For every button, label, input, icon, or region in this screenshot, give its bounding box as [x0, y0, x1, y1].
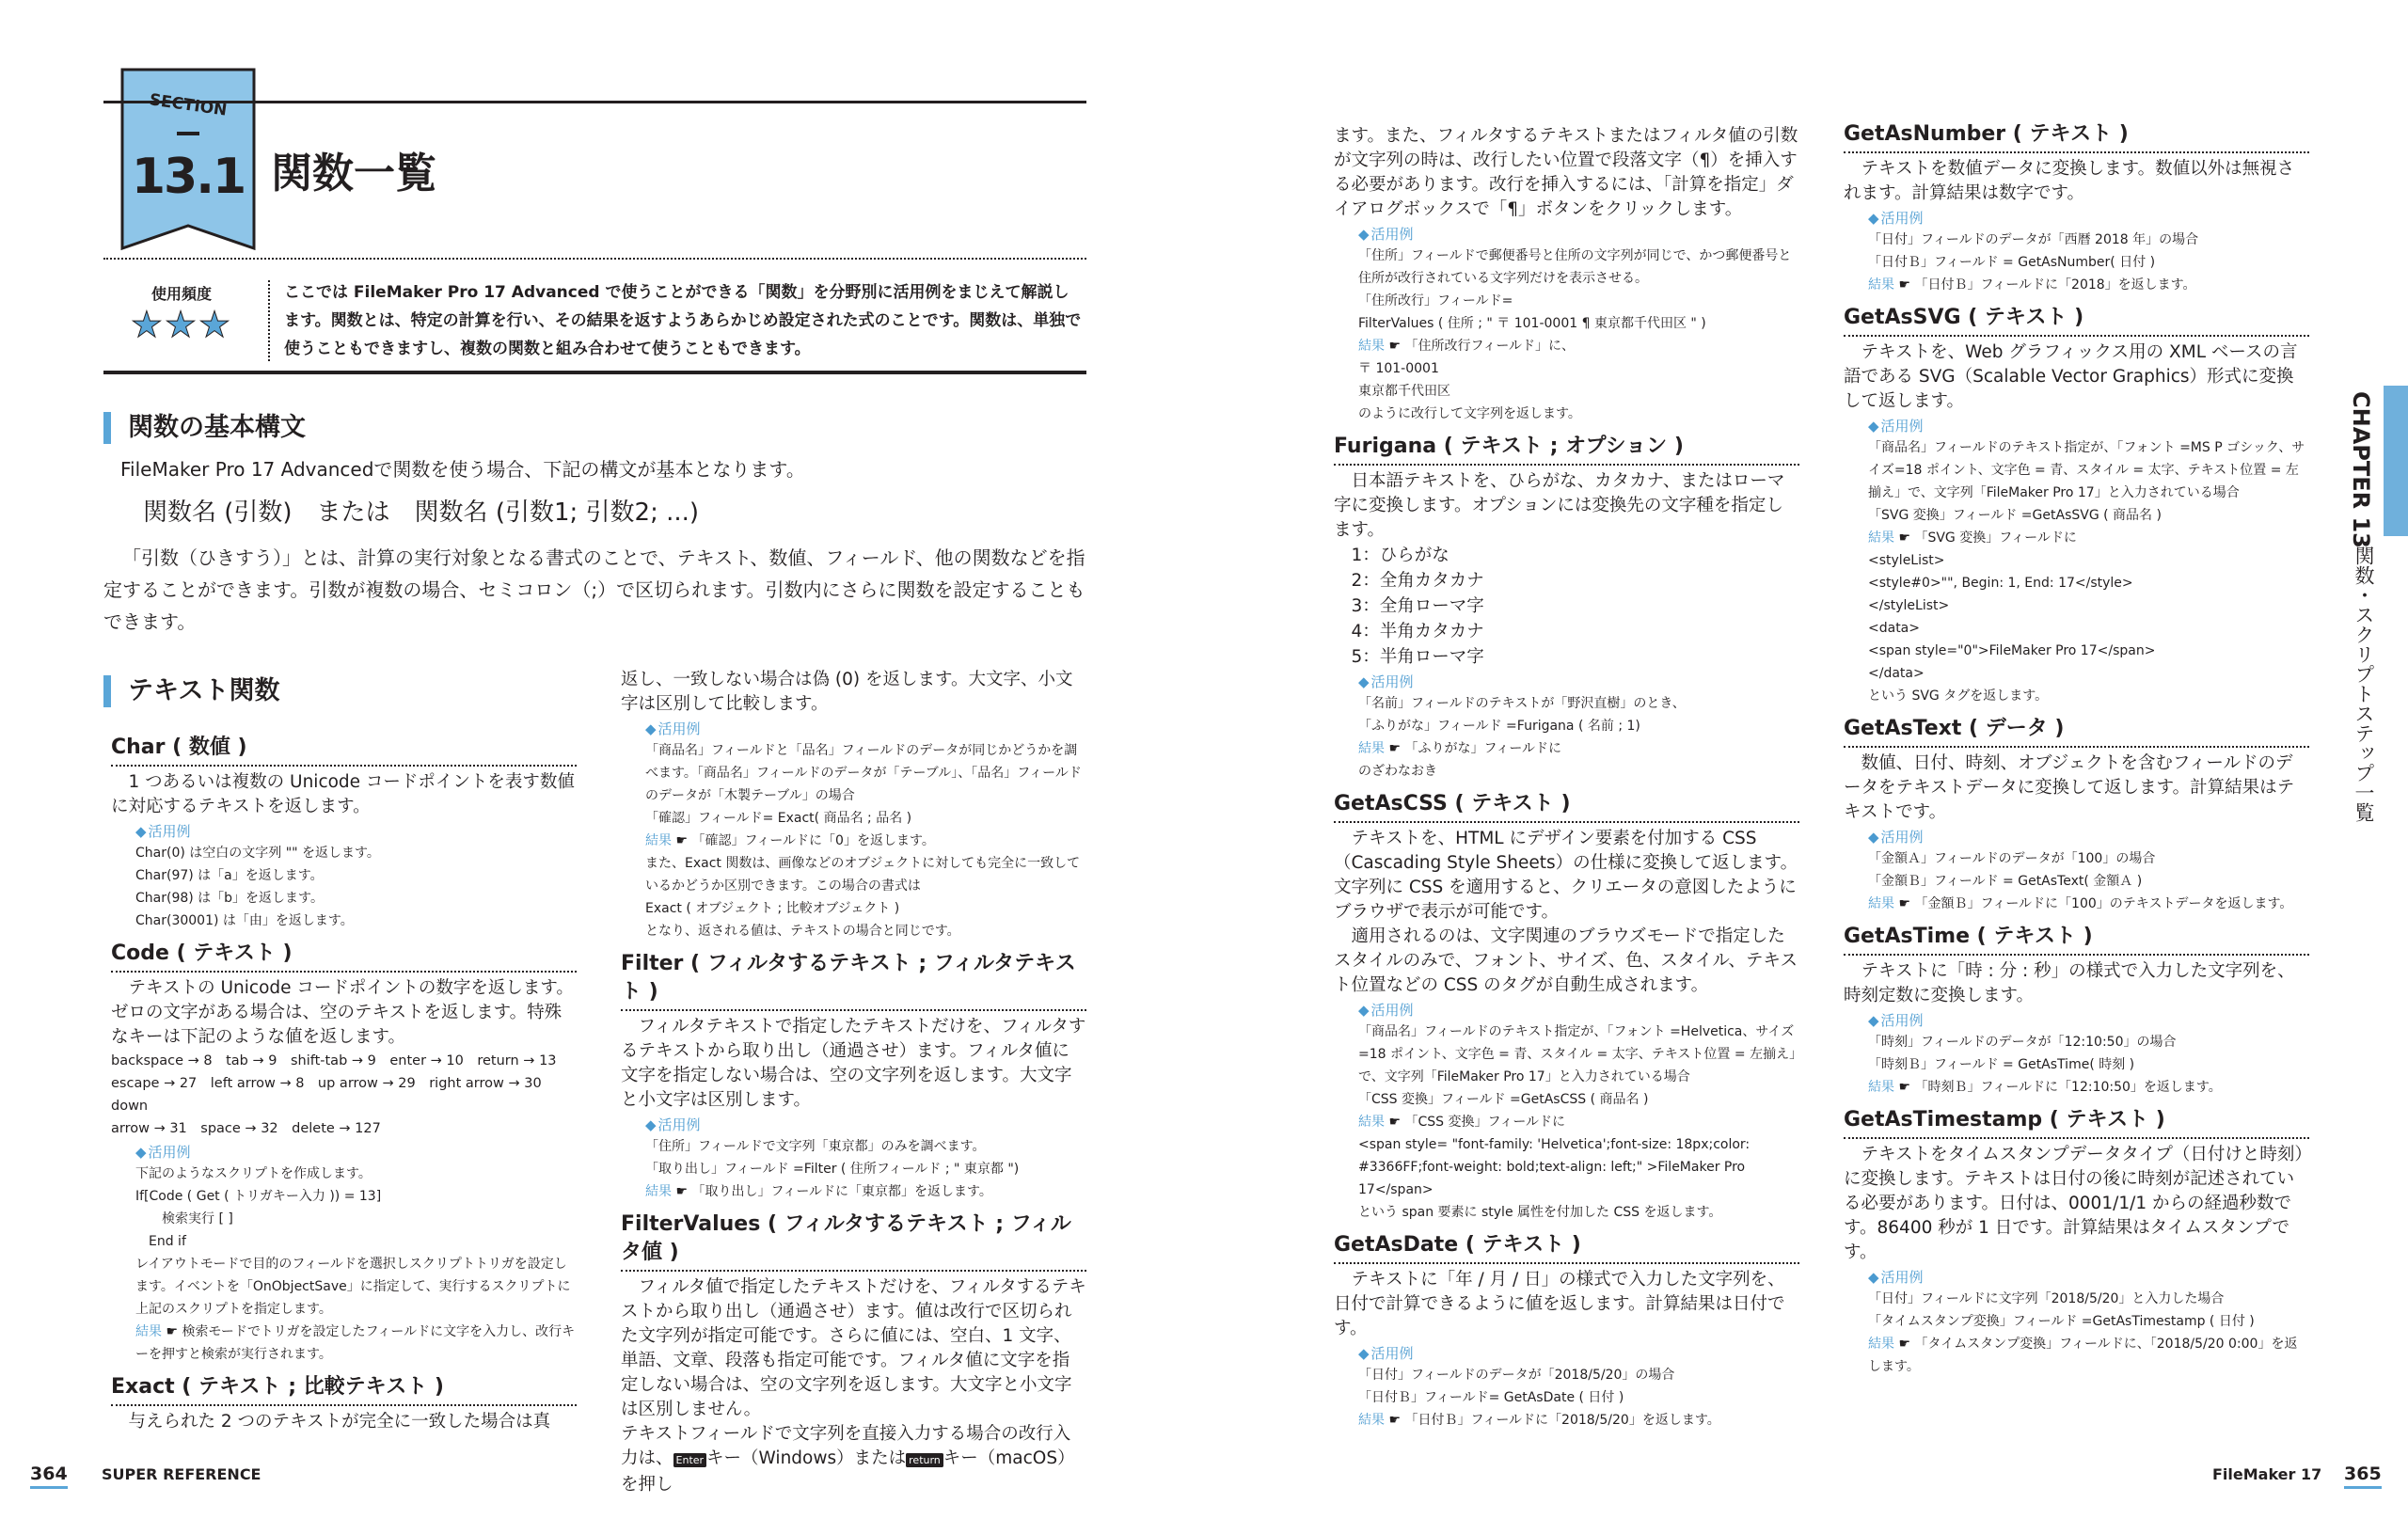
getassvg-line: 「SVG 変換」フィールド =GetAsSVG ( 商品名 ): [1868, 508, 2162, 523]
getasnumber-desc: テキストを数値データに変換します。数値以外は無視されます。計算結果は数字です。: [1844, 159, 2295, 203]
filtervalues-desc2-a: テキストフィールドで文字列を直接入力する場合の改行入力は、: [621, 1424, 1071, 1468]
footer-left-title: SUPER REFERENCE: [102, 1465, 261, 1483]
left-col-1: [111, 726, 577, 1434]
getasdate-example: 「日付」フィールドのデータが「2018/5/20」の場合 「日付Ｂ」フィールド= GetAsDate ( 日付 ) 結果 ☛ 「日付Ｂ」フィールドに「2018/5/20」を返します。: [1358, 1364, 1799, 1432]
filter-example: 「住所」フィールドで文字列「東京都」のみを調べます。 「取り出し」フィールド =Filter ( 住所フィールド ; " 東京都 ") 結果 ☛ 「取り出し」フィールドに「東京都」を返します。: [645, 1135, 1086, 1203]
exact-result-label: 結果: [645, 833, 672, 848]
section-badge-label: SECTION: [148, 90, 229, 120]
exact-desc: 与えられた 2 つのテキストが完全に一致した場合は真: [128, 1412, 551, 1432]
chapter-title: 関数・スクリプトステップ一覧: [2353, 546, 2375, 822]
filtervalues-desc2-cont: ます。また、フィルタするテキストまたはフィルタ値の引数が文字列の時は、改行したい位置で段落文字（¶）を挿入する必要があります。改行を挿入するには、「計算を指定」ダイアログボックスで「¶」ボタンをクリックします。: [1334, 126, 1798, 219]
exact-after: となり、返される値は、テキストの場合と同じです。: [645, 924, 960, 939]
getascss-line: 「商品名」フィールドのテキスト指定が、「フォント =Helvetica、サイズ=18 ポイント、文字色 = 青、スタイル = 太字、テキスト位置 = 左揃え」で、文字列「FileMaker Pro 17」と入力されている場合: [1358, 1024, 1797, 1084]
getassvg-after: <span style="0">FileMaker Pro 17</span>: [1868, 643, 2156, 658]
usage-frequency-stars: ★★★: [130, 304, 233, 345]
code-desc: テキストの Unicode コードポイントの数字を返します。ゼロの文字がある場合は、空のテキストを返します。特殊なキーは下記のような値を返します。: [111, 978, 574, 1047]
furigana-result-label: 結果: [1358, 741, 1385, 756]
getascss-after: という span 要素に style 属性を付加した CSS を返します。: [1358, 1205, 1722, 1220]
code-line: レイアウトモードで目的のフィールドを選択しスクリプトトリガを設定します。イベントを「OnObjectSave」に指定して、実行するスクリプトに上記のスクリプトを指定します。: [135, 1257, 571, 1317]
exact-example: 「商品名」フィールドと「品名」フィールドのデータが同じかどうかを調べます。「商品名」フィールドのデータが「テーブル」、「品名」フィールドのデータが「木製テーブル」の場合 「確認」フィールド= Exact( 商品名 ; 品名 ) 結果 ☛ 「確認」フィールドに「0」を返します。 また、Exact 関数は、画像などのオブジェクトに対しても完全に一致しているかどうか区別できます。この場合の書式は Exact ( オブジェクト ; 比較オブジェクト ) となり、返される値は、テキストの場合と同じです。: [645, 739, 1086, 942]
furigana-example: 「名前」フィールドのテキストが「野沢直樹」のとき、 「ふりがな」フィールド =Furigana ( 名前 ; 1) 結果 ☛ 「ふりがな」フィールドに のざわなおき: [1358, 692, 1799, 783]
getastext-desc: 数値、日付、時刻、オブジェクトを含むフィールドのデータをテキストデータに変換して返します。計算結果はテキストです。: [1844, 753, 2295, 822]
filtervalues-line: 「住所」フィールドで郵便番号と住所の文字列が同じで、かつ郵便番号と住所が改行されている文字列だけを表示させる。: [1358, 248, 1792, 286]
getastime-line: 「時刻」フィールドのデータが「12:10:50」の場合: [1868, 1035, 2177, 1050]
filtervalues-after: のように改行して文字列を返します。: [1358, 406, 1581, 421]
enter-key-icon: Enter: [673, 1453, 707, 1467]
getastimestamp-result: 「タイムスタンプ変換」フィールドに、「2018/5/20 0:00」を返します。: [1868, 1337, 2298, 1374]
furigana-title: Furigana ( テキスト ; オプション ): [1334, 433, 1799, 466]
code-keys-1: backspace → 8 tab → 9 shift-tab → 9 enter → 10 return → 13: [111, 1053, 557, 1068]
getastext-line: 「金額Ａ」フィールドのデータが「100」の場合: [1868, 851, 2156, 866]
filtervalues-example-label: ◆ 活用例: [1358, 224, 1799, 245]
text-function-heading: テキスト関数: [103, 675, 279, 707]
getasnumber-result: 「日付Ｂ」フィールドに「2018」を返します。: [1914, 277, 2196, 293]
getascss-desc: テキストを、HTML にデザイン要素を付加する CSS（Cascading Style Sheets）の仕様に変換して返します。文字列に CSS を適用すると、クリエータの意図したようにブラウザで表示が可能です。: [1334, 829, 1798, 922]
getastext-result: 「金額Ｂ」フィールドに「100」のテキストデータを返します。: [1914, 896, 2293, 911]
getascss-result: 「CSS 変換」フィールドに: [1404, 1115, 1566, 1130]
getastimestamp-example-label: ◆ 活用例: [1868, 1267, 2309, 1288]
code-keys-3: arrow → 31 space → 32 delete → 127: [111, 1121, 381, 1136]
getascss-result-label: 結果: [1358, 1115, 1385, 1130]
getascss-title: GetAsCSS ( テキスト ): [1334, 790, 1799, 823]
exact-desc-cont: 返し、一致しない場合は偽 (0) を返します。大文字、小文字は区別して比較します。: [621, 670, 1073, 714]
furigana-after: のざわなおき: [1358, 764, 1437, 779]
filter-result-label: 結果: [645, 1184, 672, 1199]
section-number: 13.1: [131, 149, 246, 205]
filtervalues-result-label: 結果: [1358, 339, 1385, 354]
furigana-result: 「ふりがな」フィールドに: [1404, 741, 1562, 756]
getastimestamp-line: 「日付」フィールドに文字列「2018/5/20」と入力した場合: [1868, 1291, 2225, 1306]
code-line: 検索実行 [ ]: [135, 1211, 233, 1226]
filtervalues-line: 「住所改行」フィールド=: [1358, 293, 1513, 309]
code-title: Code ( テキスト ): [111, 940, 577, 973]
code-example: 下記のようなスクリプトを作成します。 If[Code ( Get ( トリガキー入力 )) = 13] 検索実行 [ ] End if レイアウトモードで目的のフィールドを選択しスクリプトトリガを設定します。イベントを「OnObjectSave」に指定して、実行するスクリプトに上記のスクリプトを指定します。 結果 ☛ 検索モードでトリガを設定したフィールドに文字を入力し、改行キーを押すと検索が実行されます。: [135, 1163, 577, 1366]
getastime-line: 「時刻Ｂ」フィールド = GetAsTime( 時刻 ): [1868, 1057, 2135, 1072]
getassvg-example: 「商品名」フィールドのテキスト指定が、「フォント =MS P ゴシック、サイズ=18 ポイント、文字色 = 青、スタイル = 太字、テキスト位置 = 左揃え」で、文字列「FileMaker Pro 17」と入力されている場合 「SVG 変換」フィールド =GetAsSVG ( 商品名 ) 結果 ☛ 「SVG 変換」フィールドに <styleList> <style#0>"", Begin: 1, End: 17</style> </styleList> <data> <span style="0">FileMaker Pro 17</span> </data> という SVG タグを返します。: [1868, 436, 2309, 707]
left-col-2: [621, 668, 1086, 1497]
char-desc: 1 つあるいは複数の Unicode コードポイントを表す数値に対応するテキストを返します。: [111, 772, 575, 816]
exact-example-label: ◆ 活用例: [645, 719, 1086, 739]
section-top-rule: [103, 101, 1086, 103]
furigana-option: 1：ひらがな: [1351, 546, 1450, 565]
getastime-result: 「時刻Ｂ」フィールドに「12:10:50」を返します。: [1914, 1080, 2222, 1095]
getassvg-after: <style#0>"", Begin: 1, End: 17</style>: [1868, 576, 2133, 591]
basic-p1: FileMaker Pro 17 Advancedで関数を使う場合、下記の構文が基本となります。: [120, 458, 805, 481]
getassvg-desc: テキストを、Web グラフィックス用の XML ベースの言語である SVG（Scalable Vector Graphics）形式に変換して返します。: [1844, 342, 2298, 411]
code-line: If[Code ( Get ( トリガキー入力 )) = 13]: [135, 1189, 382, 1204]
filtervalues-line: FilterValues ( 住所 ; " 〒 101-0001 ¶ 東京都千代田区 " ): [1358, 316, 1706, 331]
char-line: Char(30001) は「由」を返します。: [135, 913, 354, 928]
code-example-label: ◆ 活用例: [135, 1142, 577, 1163]
getastext-result-label: 結果: [1868, 896, 1894, 911]
chapter-tab: [2384, 386, 2408, 536]
getastime-example-label: ◆ 活用例: [1868, 1010, 2309, 1031]
furigana-option: 2：全角カタカナ: [1351, 571, 1484, 591]
section-title: 関数一覧: [271, 150, 436, 198]
getassvg-after: <data>: [1868, 621, 1920, 636]
right-col-2: [1844, 120, 2309, 1378]
getastimestamp-example: 「日付」フィールドに文字列「2018/5/20」と入力した場合 「タイムスタンプ変換」フィールド =GetAsTimestamp ( 日付 ) 結果 ☛ 「タイムスタンプ変換」フィールドに、「2018/5/20 0:00」を返します。: [1868, 1288, 2309, 1378]
getasdate-result-label: 結果: [1358, 1413, 1385, 1428]
filter-desc: フィルタテキストで指定したテキストだけを、フィルタするテキストから取り出し（通過させ）ます。フィルタ値に文字を指定しない場合は、空の文字列を返します。大文字と小文字は区別します。: [621, 1017, 1086, 1110]
basic-syntax: 関数名 (引数) または 関数名 (引数1; 引数2; ...): [143, 498, 700, 527]
filter-example-label: ◆ 活用例: [645, 1115, 1086, 1135]
furigana-desc: 日本語テキストを、ひらがな、カタカナ、またはローマ字に変換します。オプションには変換先の文字種を指定します。: [1334, 471, 1785, 540]
getascss-desc2: 適用されるのは、文字関連のブラウズモードで指定したスタイルのみで、フォント、サイズ、色、スタイル、テキスト位置などの CSS のタグが自動生成されます。: [1334, 926, 1798, 995]
getassvg-after: </data>: [1868, 666, 1925, 681]
code-line: End if: [135, 1234, 186, 1249]
furigana-option: 5：半角ローマ字: [1351, 647, 1484, 667]
filter-result: 「取り出し」フィールドに「東京都」を返します。: [691, 1184, 992, 1199]
filtervalues-after: 〒 101-0001: [1358, 361, 1439, 376]
getasdate-desc: テキストに「年 / 月 / 日」の様式で入力した文字列を、日付で計算できるように値を返します。計算結果は日付です。: [1334, 1270, 1785, 1338]
section-dotted-rule: [103, 258, 1086, 260]
getasdate-title: GetAsDate ( テキスト ): [1334, 1231, 1799, 1264]
getasnumber-result-label: 結果: [1868, 277, 1894, 293]
getastext-title: GetAsText ( データ ): [1844, 715, 2309, 748]
furigana-option: 3：全角ローマ字: [1351, 596, 1484, 616]
getascss-example-label: ◆ 活用例: [1358, 1000, 1799, 1021]
code-keys-2: escape → 27 left arrow → 8 up arrow → 29 right arrow → 30 down: [111, 1076, 556, 1114]
char-example-label: ◆ 活用例: [135, 821, 577, 842]
getasnumber-line: 「日付」フィールドのデータが「西暦 2018 年」の場合: [1868, 232, 2199, 247]
getassvg-result-label: 結果: [1868, 530, 1894, 546]
code-result: 検索モードでトリガを設定したフィールドに文字を入力し、改行キーを押すと検索が実行されます。: [135, 1324, 576, 1362]
furigana-line: 「名前」フィールドのテキストが「野沢直樹」のとき、: [1358, 696, 1686, 711]
getastext-example-label: ◆ 活用例: [1868, 827, 2309, 847]
intro-divider: [268, 280, 270, 361]
getasdate-example-label: ◆ 活用例: [1358, 1343, 1799, 1364]
getastimestamp-desc: テキストをタイムスタンプデータタイプ（日付けと時刻）に変換します。テキストは日付の後に時刻が記述されている必要があります。日付は、0001/1/1 からの経過秒数です。86400 秒が 1 日です。計算結果はタイムスタンプです。: [1844, 1145, 2304, 1262]
getastext-line: 「金額Ｂ」フィールド = GetAsText( 金額Ａ ): [1868, 874, 2143, 889]
usage-frequency: [111, 282, 252, 345]
filtervalues-desc: フィルタ値で指定したテキストだけを、フィルタするテキストから取り出し（通過させ）ます。値は改行で区切られた文字列が指定可能です。さらに値には、空白、1 文字、単語、文章、段落も指定可能です。フィルタ値に文字を指定しない場合は、空の文字列を返します。大文字と小文字は区別しません。: [621, 1277, 1086, 1419]
getasdate-line: 「日付Ｂ」フィールド= GetAsDate ( 日付 ): [1358, 1390, 1624, 1405]
getasnumber-example: 「日付」フィールドのデータが「西暦 2018 年」の場合 「日付Ｂ」フィールド = GetAsNumber( 日付 ) 結果 ☛ 「日付Ｂ」フィールドに「2018」を返します。: [1868, 229, 2309, 296]
furigana-example-label: ◆ 活用例: [1358, 672, 1799, 692]
furigana-line: 「ふりがな」フィールド =Furigana ( 名前 ; 1): [1358, 719, 1640, 734]
getassvg-after: </styleList>: [1868, 598, 1950, 613]
getascss-line: 「CSS 変換」フィールド =GetAsCSS ( 商品名 ): [1358, 1092, 1649, 1107]
getasdate-result: 「日付Ｂ」フィールドに「2018/5/20」を返します。: [1404, 1413, 1720, 1428]
return-key-icon: return: [906, 1453, 943, 1467]
getastext-example: 「金額Ａ」フィールドのデータが「100」の場合 「金額Ｂ」フィールド = GetAsText( 金額Ａ ) 結果 ☛ 「金額Ｂ」フィールドに「100」のテキストデータを返します。: [1868, 847, 2309, 915]
code-line: 下記のようなスクリプトを作成します。: [135, 1166, 372, 1181]
getasnumber-title: GetAsNumber ( テキスト ): [1844, 120, 2309, 153]
char-line: Char(98) は「b」を返します。: [135, 891, 324, 906]
getastimestamp-line: 「タイムスタンプ変換」フィールド =GetAsTimestamp ( 日付 ): [1868, 1314, 2255, 1329]
filtervalues-desc2-b: キー（Windows）または: [706, 1448, 907, 1468]
filter-line: 「取り出し」フィールド =Filter ( 住所フィールド ; " 東京都 "): [645, 1162, 1020, 1177]
filtervalues-desc2: [621, 1422, 1086, 1497]
getassvg-after: <styleList>: [1868, 553, 1945, 568]
filtervalues-result: 「住所改行フィールド」に、: [1404, 339, 1576, 354]
exact-title: Exact ( テキスト ; 比較テキスト ): [111, 1373, 577, 1406]
getastime-example: 「時刻」フィールドのデータが「12:10:50」の場合 「時刻Ｂ」フィールド = GetAsTime( 時刻 ) 結果 ☛ 「時刻Ｂ」フィールドに「12:10:50」を返します。: [1868, 1031, 2309, 1099]
exact-line: 「確認」フィールド= Exact( 商品名 ; 品名 ): [645, 811, 912, 826]
chapter-label: CHAPTER 13: [2348, 391, 2374, 548]
getastime-result-label: 結果: [1868, 1080, 1894, 1095]
basic-heading: 関数の基本構文: [103, 412, 306, 444]
char-line: Char(0) は空白の文字列 "" を返します。: [135, 846, 380, 861]
getassvg-line: 「商品名」フィールドのテキスト指定が、「フォント =MS P ゴシック、サイズ=18 ポイント、文字色 = 青、スタイル = 太字、テキスト位置 = 左揃え」で、文字列「FileMaker Pro 17」と入力されている場合: [1868, 440, 2305, 500]
exact-result: 「確認」フィールドに「0」を返します。: [691, 833, 935, 848]
filtervalues-desc2-c-start: キー（macOS）を押し: [621, 1448, 1075, 1495]
getassvg-example-label: ◆ 活用例: [1868, 416, 2309, 436]
footer-right-page: 365: [2344, 1464, 2382, 1489]
filter-line: 「住所」フィールドで文字列「東京都」のみを調べます。: [645, 1139, 986, 1154]
code-result-label: 結果: [135, 1324, 162, 1339]
getascss-after: <span style= "font-family: 'Helvetica';font-size: 18px;color: #3366FF;font-weight: bold;text-align: left;" >FileMaker Pro 17</span>: [1358, 1137, 1754, 1197]
basic-p2: 「引数（ひきすう）」とは、計算の実行対象となる書式のことで、テキスト、数値、フィールド、他の関数などを指定することができます。引数が複数の場合、セミコロン（;）で区切られます。引数内にさらに関数を設定することもできます。: [103, 546, 1085, 633]
getastimestamp-title: GetAsTimestamp ( テキスト ): [1844, 1106, 2309, 1139]
getasdate-line: 「日付」フィールドのデータが「2018/5/20」の場合: [1358, 1368, 1675, 1383]
getassvg-title: GetAsSVG ( テキスト ): [1844, 304, 2309, 337]
getassvg-after: という SVG タグを返します。: [1868, 688, 2049, 704]
exact-line: 「商品名」フィールドと「品名」フィールドのデータが同じかどうかを調べます。「商品名」フィールドのデータが「テーブル」、「品名」フィールドのデータが「木製テーブル」の場合: [645, 743, 1082, 803]
section-badge-dash: [177, 132, 199, 135]
getasnumber-line: 「日付Ｂ」フィールド = GetAsNumber( 日付 ): [1868, 255, 2156, 270]
getastime-title: GetAsTime ( テキスト ): [1844, 923, 2309, 956]
intro-bottom-rule: [103, 371, 1086, 374]
getascss-example: 「商品名」フィールドのテキスト指定が、「フォント =Helvetica、サイズ=18 ポイント、文字色 = 青、スタイル = 太字、テキスト位置 = 左揃え」で、文字列「FileMaker Pro 17」と入力されている場合 「CSS 変換」フィールド =GetAsCSS ( 商品名 ) 結果 ☛ 「CSS 変換」フィールドに <span style= "font-family: 'Helvetica';font-size: 18px;color: #3366FF;font-weight: bold;text-align: left;" >FileMaker Pro 17</span> という span 要素に style 属性を付加した CSS を返します。: [1358, 1021, 1799, 1224]
getastimestamp-result-label: 結果: [1868, 1337, 1894, 1352]
filter-title: Filter ( フィルタするテキスト ; フィルタテキスト ): [621, 950, 1086, 1011]
char-title: Char ( 数値 ): [111, 734, 577, 767]
getasnumber-example-label: ◆ 活用例: [1868, 208, 2309, 229]
section-intro: ここでは FileMaker Pro 17 Advanced で使うことができる「関数」を分野別に活用例をまじえて解説します。関数とは、特定の計算を行い、その結果を返すようあらかじめ設定された式のことです。関数は、単独で使うこともできますし、複数の関数と組み合わせて使うこともできます。: [284, 283, 1082, 358]
footer-right-title: FileMaker 17: [2212, 1465, 2322, 1483]
exact-after: また、Exact 関数は、画像などのオブジェクトに対しても完全に一致しているかどうか区別できます。この場合の書式は: [645, 856, 1081, 894]
section-badge: [120, 68, 256, 252]
getastime-desc: テキストに「時 : 分 : 秒」の様式で入力した文字列を、時刻定数に変換します。: [1844, 961, 2295, 1005]
exact-after: Exact ( オブジェクト ; 比較オブジェクト ): [645, 901, 900, 916]
usage-frequency-label: 使用頻度: [150, 285, 212, 303]
char-example: [135, 842, 577, 932]
char-line: Char(97) は「a」を返します。: [135, 868, 324, 883]
filtervalues-example: 「住所」フィールドで郵便番号と住所の文字列が同じで、かつ郵便番号と住所が改行されている文字列だけを表示させる。 「住所改行」フィールド= FilterValues ( 住所 ; " 〒 101-0001 ¶ 東京都千代田区 " ) 結果 ☛ 「住所改行フィールド」に、 〒 101-0001 東京都千代田区 のように改行して文字列を返します。: [1358, 245, 1799, 425]
furigana-option: 4：半角カタカナ: [1351, 622, 1484, 641]
footer-left-page: 364: [30, 1464, 68, 1489]
right-col-1: [1334, 124, 1799, 1432]
filtervalues-title: FilterValues ( フィルタするテキスト ; フィルタ値 ): [621, 1211, 1086, 1272]
filtervalues-after: 東京都千代田区: [1358, 384, 1450, 399]
getassvg-result: 「SVG 変換」フィールドに: [1914, 530, 2077, 546]
